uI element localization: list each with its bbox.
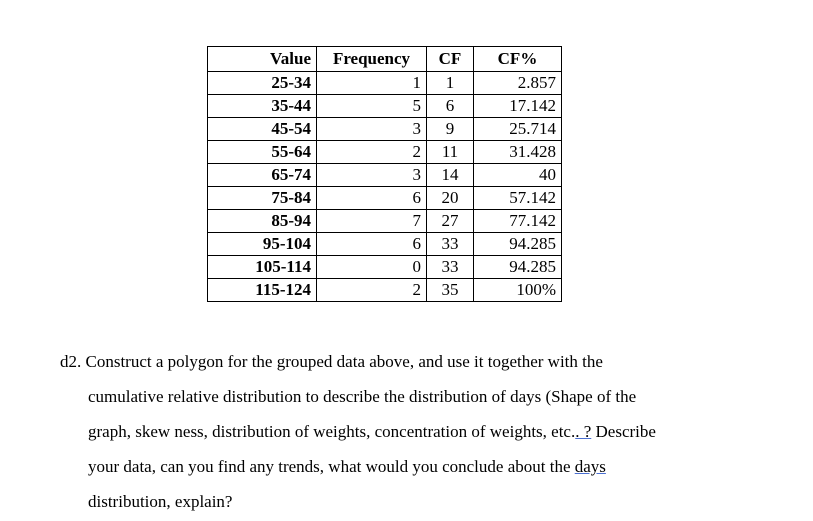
table-row [208,164,562,187]
cell-cf-percent: 57.142 [474,187,562,210]
cell-value: 25-34 [208,72,317,95]
question-line-3 [60,414,780,449]
table-header-row [208,47,562,72]
table-row [208,118,562,141]
cell-frequency: 1 [317,72,427,95]
cell-cf-percent: 77.142 [474,210,562,233]
cell-cf-percent: 25.714 [474,118,562,141]
cell-frequency: 3 [317,164,427,187]
cell-cf-percent: 17.142 [474,95,562,118]
cell-cf-percent: 94.285 [474,233,562,256]
table-row [208,187,562,210]
cell-cf: 20 [427,187,474,210]
question-line-2: cumulative relative distribution to describe the distribution of days (Shape of the [88,387,637,406]
cell-frequency: 2 [317,141,427,164]
header-frequency: Frequency [317,47,427,72]
cell-frequency: 6 [317,187,427,210]
cell-value: 45-54 [208,118,317,141]
cell-cf: 35 [427,279,474,302]
header-value: Value [208,47,317,72]
table-row [208,210,562,233]
cell-cf: 27 [427,210,474,233]
frequency-table [207,46,562,302]
cell-frequency: 5 [317,95,427,118]
question-line-4-days: days [574,457,606,476]
header-cf: CF [427,47,474,72]
cell-cf: 14 [427,164,474,187]
cell-value: 105-114 [208,256,317,279]
cell-value: 115-124 [208,279,317,302]
question-d2 [60,344,780,519]
cell-value: 85-94 [208,210,317,233]
cell-frequency: 2 [317,279,427,302]
table-row [208,95,562,118]
table-row [208,256,562,279]
cell-cf-percent: 40 [474,164,562,187]
cell-frequency: 7 [317,210,427,233]
cell-frequency: 6 [317,233,427,256]
cell-frequency: 0 [317,256,427,279]
cell-value: 75-84 [208,187,317,210]
table-row [208,279,562,302]
cell-cf: 33 [427,233,474,256]
question-line-3-mark: . ? [575,422,592,441]
header-cf-percent: CF% [474,47,562,72]
cell-value: 65-74 [208,164,317,187]
cell-cf: 9 [427,118,474,141]
question-line-4-text: your data, can you find any trends, what would you conclude about the [88,457,575,476]
cell-cf: 1 [427,72,474,95]
cell-value: 35-44 [208,95,317,118]
question-line-4 [60,449,780,484]
table-row [208,72,562,95]
table-row [208,141,562,164]
table-row [208,233,562,256]
question-line-3-end: Describe [591,422,656,441]
cell-value: 55-64 [208,141,317,164]
cell-cf: 6 [427,95,474,118]
cell-value: 95-104 [208,233,317,256]
question-line-5: distribution, explain? [88,492,233,511]
table-body [208,72,562,302]
cell-cf-percent: 100% [474,279,562,302]
cell-cf-percent: 31.428 [474,141,562,164]
cell-frequency: 3 [317,118,427,141]
cell-cf-percent: 2.857 [474,72,562,95]
cell-cf-percent: 94.285 [474,256,562,279]
question-line-3-text: graph, skew ness, distribution of weights, concentration of weights, etc. [88,422,576,441]
cell-cf: 11 [427,141,474,164]
cell-cf: 33 [427,256,474,279]
question-line-1: d2. Construct a polygon for the grouped data above, and use it together with the [60,352,603,371]
